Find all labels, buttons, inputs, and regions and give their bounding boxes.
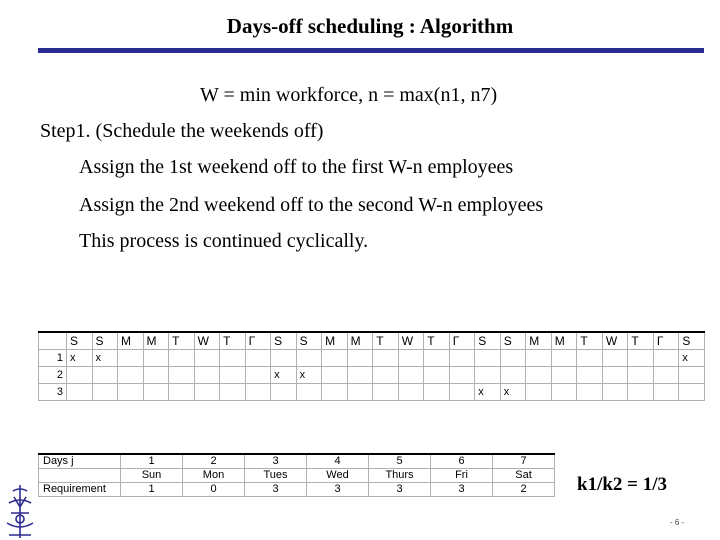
- schedule-cell: [347, 384, 373, 401]
- schedule-cell: M: [322, 332, 348, 350]
- schedule-cell: Γ: [245, 332, 271, 350]
- schedule-cell: [424, 384, 450, 401]
- schedule-cell: T: [424, 332, 450, 350]
- days-cell: 7: [493, 454, 555, 469]
- schedule-cell: [577, 367, 603, 384]
- schedule-cell: [347, 367, 373, 384]
- schedule-cell: [475, 350, 501, 367]
- step1-bullet-2: Assign the 2nd weekend off to the second W-n employees: [79, 194, 544, 216]
- schedule-cell: [271, 350, 297, 367]
- schedule-cell: T: [220, 332, 246, 350]
- schedule-cell: T: [373, 332, 399, 350]
- schedule-cell: Γ: [653, 332, 679, 350]
- days-row: [39, 469, 555, 483]
- step1-heading: Step1. (Schedule the weekends off): [40, 120, 324, 142]
- schedule-cell: x: [271, 367, 297, 384]
- schedule-cell: x: [92, 350, 118, 367]
- schedule-cell: W: [194, 332, 220, 350]
- schedule-cell: W: [398, 332, 424, 350]
- employee-row: [39, 367, 705, 384]
- schedule-table: [38, 331, 705, 401]
- row-label-cell: 3: [39, 384, 67, 401]
- schedule-cell: [220, 350, 246, 367]
- schedule-cell: M: [551, 332, 577, 350]
- slide-title: Days-off scheduling : Algorithm: [226, 14, 514, 38]
- days-cell: 3: [245, 483, 307, 497]
- schedule-cell: [296, 384, 322, 401]
- days-row-label: [39, 469, 121, 483]
- schedule-cell: [551, 367, 577, 384]
- days-cell: Thurs: [369, 469, 431, 483]
- schedule-cell: [118, 367, 144, 384]
- schedule-cell: [449, 350, 475, 367]
- schedule-cell: [398, 384, 424, 401]
- schedule-cell: [245, 350, 271, 367]
- schedule-cell: W: [602, 332, 628, 350]
- schedule-cell: [296, 350, 322, 367]
- schedule-cell: M: [347, 332, 373, 350]
- days-cell: 2: [183, 454, 245, 469]
- schedule-cell: [169, 350, 195, 367]
- step1-bullet-3: This process is continued cyclically.: [79, 230, 369, 252]
- schedule-cell: [322, 350, 348, 367]
- days-cell: 5: [369, 454, 431, 469]
- schedule-cell: [653, 367, 679, 384]
- schedule-cell: [373, 350, 399, 367]
- schedule-cell: [526, 367, 552, 384]
- schedule-cell: [500, 367, 526, 384]
- step1-bullet-1: Assign the 1st weekend off to the first W-n employees: [79, 156, 514, 178]
- schedule-cell: [602, 384, 628, 401]
- schedule-cell: [92, 367, 118, 384]
- schedule-cell: x: [679, 350, 705, 367]
- schedule-cell: [373, 367, 399, 384]
- page-number: - 6 -: [670, 518, 685, 527]
- schedule-cell: [398, 350, 424, 367]
- days-cell: Mon: [183, 469, 245, 483]
- row-label-cell: 1: [39, 350, 67, 367]
- schedule-cell: [602, 367, 628, 384]
- schedule-cell: [679, 367, 705, 384]
- days-cell: 3: [369, 483, 431, 497]
- schedule-cell: S: [475, 332, 501, 350]
- schedule-header-row: [39, 332, 705, 350]
- schedule-cell: [526, 350, 552, 367]
- schedule-cell: [628, 384, 654, 401]
- schedule-cell: [194, 350, 220, 367]
- schedule-cell: [628, 350, 654, 367]
- schedule-cell: [398, 367, 424, 384]
- schedule-cell: [118, 384, 144, 401]
- days-cell: Fri: [431, 469, 493, 483]
- schedule-cell: S: [679, 332, 705, 350]
- schedule-cell: [143, 367, 169, 384]
- schedule-cell: [526, 384, 552, 401]
- requirements-table: [38, 453, 555, 497]
- schedule-cell: [373, 384, 399, 401]
- days-cell: 3: [245, 454, 307, 469]
- days-cell: 1: [121, 454, 183, 469]
- schedule-cell: M: [526, 332, 552, 350]
- schedule-cell: [322, 367, 348, 384]
- schedule-cell: [679, 384, 705, 401]
- days-cell: Tues: [245, 469, 307, 483]
- schedule-cell: [628, 367, 654, 384]
- schedule-cell: [347, 350, 373, 367]
- days-row: [39, 483, 555, 497]
- days-row-label: Requirement: [39, 483, 121, 497]
- schedule-cell: M: [118, 332, 144, 350]
- days-cell: Sat: [493, 469, 555, 483]
- schedule-cell: [67, 367, 93, 384]
- schedule-cell: [169, 384, 195, 401]
- row-label-cell: 2: [39, 367, 67, 384]
- days-cell: Sun: [121, 469, 183, 483]
- schedule-cell: M: [143, 332, 169, 350]
- days-row: [39, 454, 555, 469]
- schedule-cell: [92, 384, 118, 401]
- days-cell: 4: [307, 454, 369, 469]
- row-label-cell: [39, 332, 67, 350]
- schedule-cell: S: [92, 332, 118, 350]
- schedule-cell: Γ: [449, 332, 475, 350]
- schedule-cell: T: [169, 332, 195, 350]
- schedule-cell: S: [500, 332, 526, 350]
- schedule-cell: [577, 350, 603, 367]
- university-logo: [3, 483, 37, 540]
- schedule-cell: [143, 350, 169, 367]
- days-cell: 0: [183, 483, 245, 497]
- schedule-cell: [143, 384, 169, 401]
- schedule-cell: [271, 384, 297, 401]
- schedule-cell: [653, 384, 679, 401]
- schedule-cell: [449, 384, 475, 401]
- days-cell: 3: [307, 483, 369, 497]
- schedule-cell: [118, 350, 144, 367]
- days-cell: 2: [493, 483, 555, 497]
- schedule-cell: T: [628, 332, 654, 350]
- schedule-cell: x: [296, 367, 322, 384]
- schedule-cell: [245, 367, 271, 384]
- schedule-cell: [500, 350, 526, 367]
- schedule-cell: [220, 384, 246, 401]
- schedule-cell: [169, 367, 195, 384]
- schedule-cell: [551, 384, 577, 401]
- days-cell: 3: [431, 483, 493, 497]
- schedule-cell: [220, 367, 246, 384]
- schedule-cell: [475, 367, 501, 384]
- schedule-cell: [577, 384, 603, 401]
- schedule-cell: T: [577, 332, 603, 350]
- schedule-cell: [194, 384, 220, 401]
- schedule-cell: S: [271, 332, 297, 350]
- schedule-cell: x: [500, 384, 526, 401]
- days-cell: 1: [121, 483, 183, 497]
- schedule-cell: [67, 384, 93, 401]
- schedule-cell: [653, 350, 679, 367]
- definition-line: W = min workforce, n = max(n1, n7): [200, 84, 498, 106]
- employee-row: [39, 350, 705, 367]
- ratio-label: k1/k2 = 1/3: [577, 474, 668, 495]
- schedule-cell: [551, 350, 577, 367]
- schedule-cell: [602, 350, 628, 367]
- schedule-cell: [449, 367, 475, 384]
- title-rule: [38, 48, 704, 53]
- schedule-cell: [424, 350, 450, 367]
- schedule-cell: S: [67, 332, 93, 350]
- schedule-cell: x: [475, 384, 501, 401]
- schedule-cell: [245, 384, 271, 401]
- schedule-cell: [194, 367, 220, 384]
- employee-row: [39, 384, 705, 401]
- schedule-cell: [322, 384, 348, 401]
- days-cell: 6: [431, 454, 493, 469]
- days-cell: Wed: [307, 469, 369, 483]
- schedule-cell: [424, 367, 450, 384]
- days-row-label: Days j: [39, 454, 121, 469]
- schedule-cell: S: [296, 332, 322, 350]
- schedule-cell: x: [67, 350, 93, 367]
